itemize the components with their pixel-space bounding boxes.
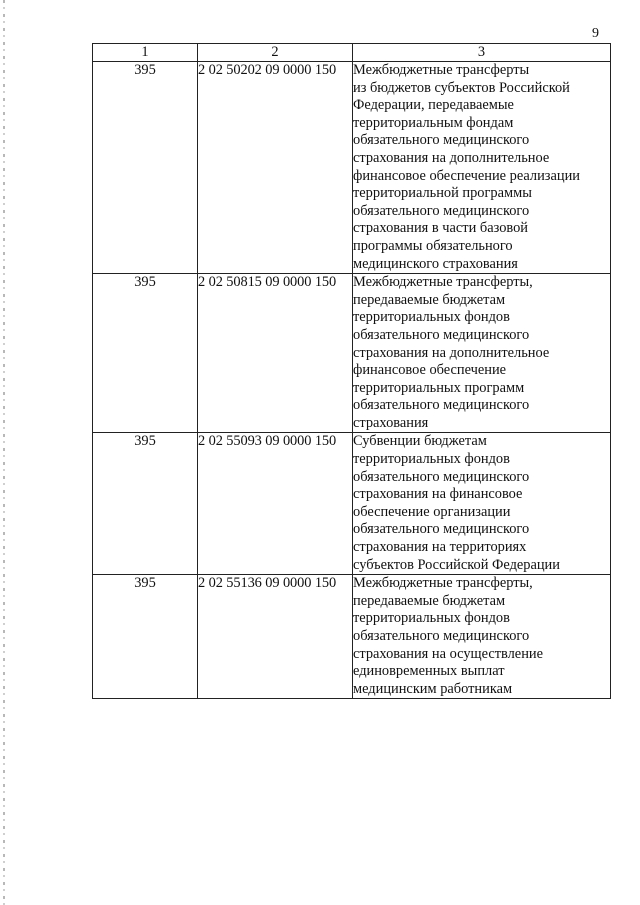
revenue-name-line: обязательного медицинского xyxy=(353,326,530,343)
budget-code-cell: 2 02 55136 09 0000 150 xyxy=(198,575,353,699)
revenue-name-line: страхования на дополнительное xyxy=(353,149,550,166)
admin-code-cell: 395 xyxy=(93,274,198,433)
table-header-row xyxy=(93,44,611,62)
revenue-name-line: обязательного медицинского xyxy=(353,202,530,219)
revenue-name-line: страхования в части базовой xyxy=(353,220,528,237)
revenue-name-line: территориальных фондов xyxy=(353,451,510,468)
revenue-name-line: обязательного медицинского xyxy=(353,132,530,149)
table-row xyxy=(93,433,611,575)
column-header-1: 1 xyxy=(93,44,198,62)
revenue-name-line: территориальным фондам xyxy=(353,114,514,131)
revenue-codes-table xyxy=(92,43,611,699)
revenue-name-line: Межбюджетные трансферты, xyxy=(353,274,533,291)
admin-code-cell: 395 xyxy=(93,62,198,274)
revenue-name-line: страхования на осуществление xyxy=(353,645,543,662)
budget-code-cell: 2 02 55093 09 0000 150 xyxy=(198,433,353,575)
admin-code-cell: 395 xyxy=(93,433,198,575)
column-header-3: 3 xyxy=(353,44,611,62)
table-body xyxy=(93,62,611,699)
revenue-name-line: территориальных фондов xyxy=(353,610,510,627)
revenue-name-line: программы обязательного xyxy=(353,237,513,254)
table-row xyxy=(93,62,611,274)
page-number: 9 xyxy=(592,26,599,41)
revenue-name-line: единовременных выплат xyxy=(353,663,505,680)
revenue-name-line: медицинским работникам xyxy=(353,680,513,697)
table-row xyxy=(93,575,611,699)
revenue-name-line: территориальной программы xyxy=(353,185,532,202)
revenue-name-line: финансовое обеспечение xyxy=(353,362,507,379)
revenue-name-cell xyxy=(353,433,611,575)
revenue-name-line: из бюджетов субъектов Российской xyxy=(353,79,570,96)
revenue-name-line: Межбюджетные трансферты, xyxy=(353,575,533,592)
revenue-name-line: медицинского страхования xyxy=(353,255,518,272)
revenue-name-line: субъектов Российской Федерации xyxy=(353,556,560,573)
revenue-name-line: обязательного медицинского xyxy=(353,397,530,414)
revenue-name-cell xyxy=(353,575,611,699)
revenue-name-line: страхования на финансовое xyxy=(353,486,523,503)
revenue-name-line: страхования на территориях xyxy=(353,539,527,556)
revenue-name-cell xyxy=(353,274,611,433)
revenue-name-line: финансовое обеспечение реализации xyxy=(353,167,580,184)
revenue-name-line: страхования xyxy=(353,414,429,431)
budget-code-cell: 2 02 50815 09 0000 150 xyxy=(198,274,353,433)
revenue-name-line: территориальных фондов xyxy=(353,309,510,326)
revenue-name-line: Федерации, передаваемые xyxy=(353,97,514,114)
revenue-name-line: обязательного медицинского xyxy=(353,521,530,538)
revenue-name-line: страхования на дополнительное xyxy=(353,344,550,361)
revenue-name-line: передаваемые бюджетам xyxy=(353,291,506,308)
revenue-name-line: обязательного медицинского xyxy=(353,468,530,485)
revenue-name-line: Межбюджетные трансферты xyxy=(353,62,530,78)
revenue-name-cell xyxy=(353,62,611,274)
revenue-name-line: Субвенции бюджетам xyxy=(353,433,487,450)
revenue-name-line: обеспечение организации xyxy=(353,503,511,520)
budget-code-cell: 2 02 50202 09 0000 150 xyxy=(198,62,353,274)
revenue-name-line: обязательного медицинского xyxy=(353,628,530,644)
scan-edge-artifact xyxy=(3,0,5,905)
admin-code-cell: 395 xyxy=(93,575,198,699)
revenue-name-line: территориальных программ xyxy=(353,379,525,396)
column-header-2: 2 xyxy=(198,44,353,62)
revenue-name-line: передаваемые бюджетам xyxy=(353,592,506,609)
table-row xyxy=(93,274,611,433)
